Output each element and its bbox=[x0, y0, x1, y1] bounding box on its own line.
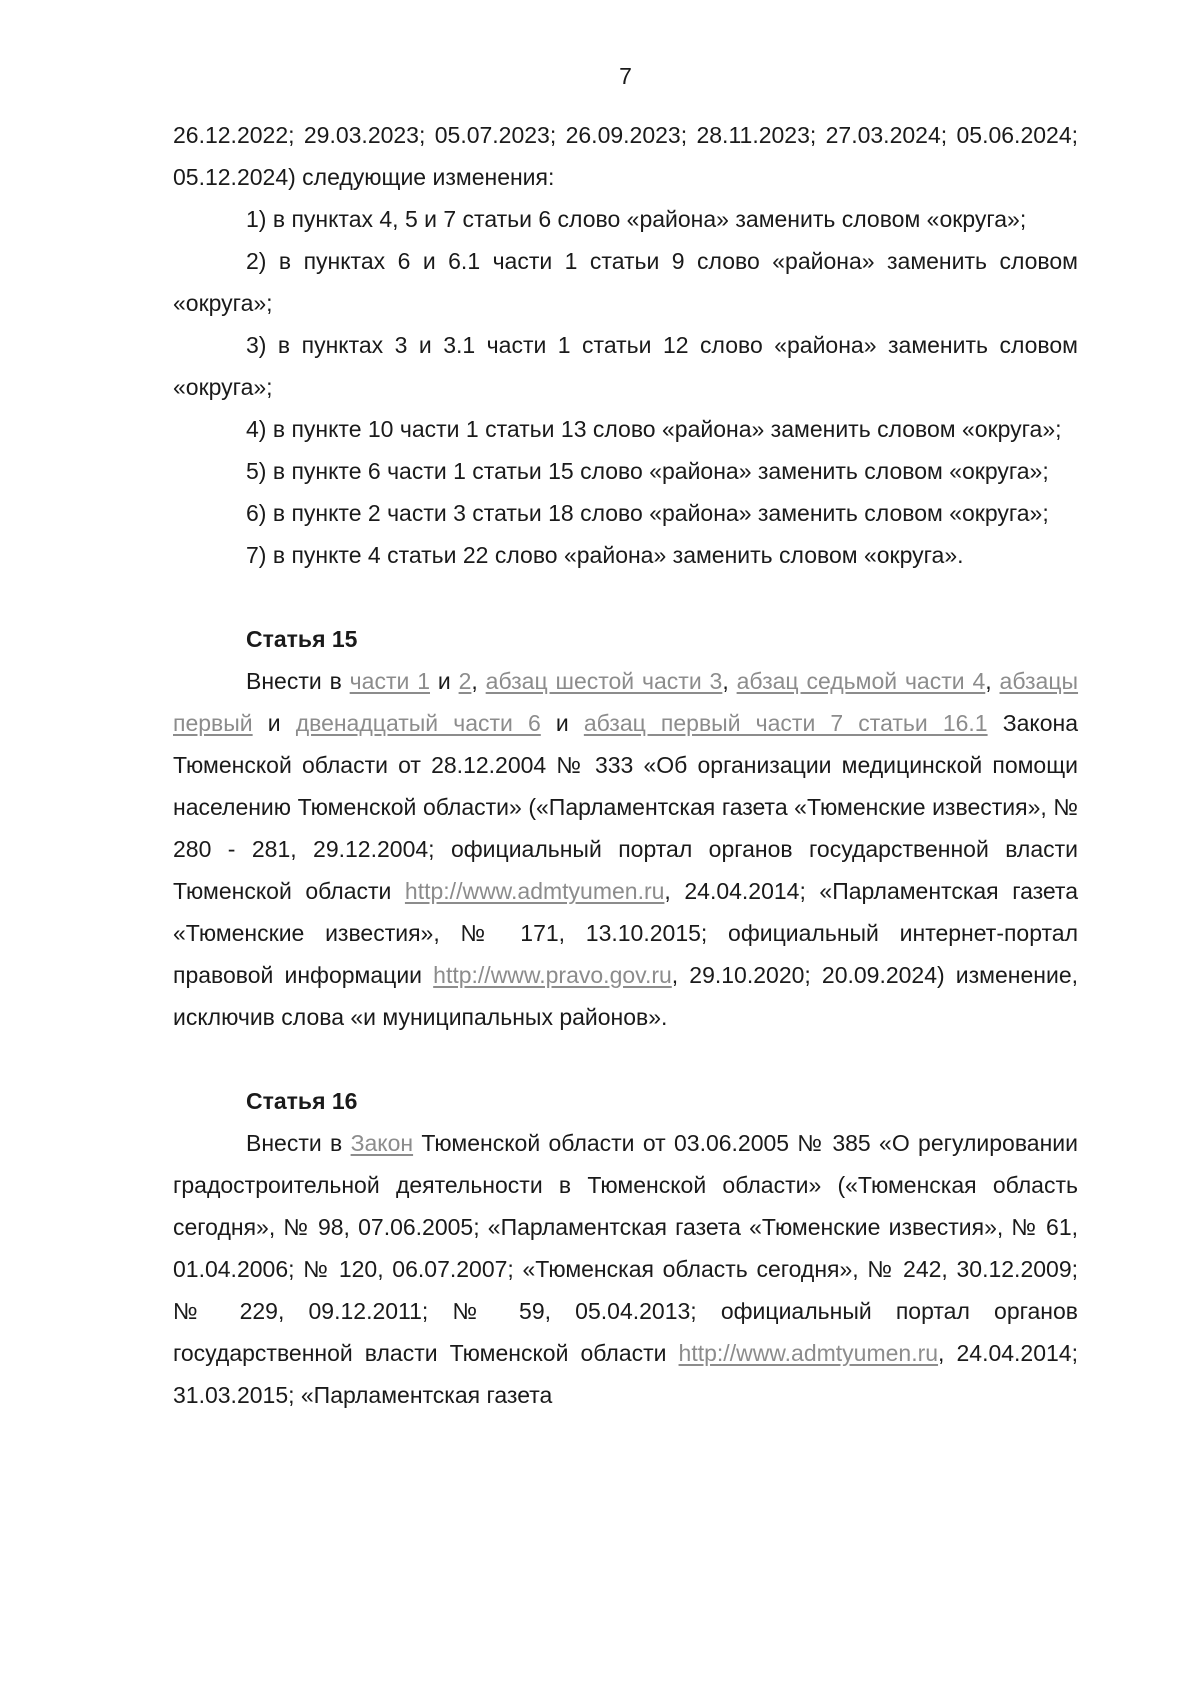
link-part-2[interactable]: 2 bbox=[458, 668, 472, 694]
document-body bbox=[173, 114, 1078, 1416]
amendment-item-1: 1) в пунктах 4, 5 и 7 статьи 6 слово «района» заменить словом «округа»; bbox=[246, 206, 1027, 232]
amendment-item-3: 3) в пунктах 3 и 3.1 части 1 статьи 12 слово «района» заменить словом «округа»; bbox=[173, 332, 1078, 400]
article-15-text-4: , bbox=[722, 668, 737, 694]
article-16-text-2: Тюменской области от 03.06.2005 № 385 «О регулировании градостроительной деятельности в Тюменской области» («Тюменская область сегодня», № 98, 07.06.2005; «Парламентская газета «Тюменские известия», № 61, 01.04.2006; № 120, 06.07.2007; «Тюменская область сегодня», № 242, 30.12.2009; № 229, 09.12.2011; № 59, 05.04.2013; официальный портал органов государственной власти Тюменской области bbox=[173, 1130, 1078, 1366]
link-zakon[interactable]: Закон bbox=[350, 1130, 414, 1156]
page-number: 7 bbox=[619, 63, 632, 89]
article-15-paragraph bbox=[173, 660, 1078, 1038]
article-15-text-6: и bbox=[252, 710, 296, 736]
article-15-text-1: Внести в bbox=[246, 668, 350, 694]
article-16-text-1: Внести в bbox=[246, 1130, 351, 1156]
article-15-heading: Статья 15 bbox=[246, 626, 358, 652]
link-admtyumen[interactable]: http://www.admtyumen.ru bbox=[404, 878, 665, 904]
article-16-text-3: , 24.04.2014; 31.03.2015; «Парламентская газета bbox=[173, 1340, 1078, 1408]
article-15-text-7: и bbox=[540, 710, 584, 736]
link-paragraphs-first[interactable]: абзацы первый bbox=[173, 668, 1079, 736]
link-paragraph-6-part-3[interactable]: абзац шестой части 3 bbox=[485, 668, 723, 694]
article-15-text-5: , bbox=[985, 668, 1000, 694]
section-spacer bbox=[173, 1038, 1078, 1080]
continuation-paragraph: 26.12.2022; 29.03.2023; 05.07.2023; 26.09.2023; 28.11.2023; 27.03.2024; 05.06.2024; 05.12.2024) следующие изменения: bbox=[173, 122, 1078, 190]
amendment-item-4: 4) в пункте 10 части 1 статьи 13 слово «района» заменить словом «округа»; bbox=[246, 416, 1062, 442]
link-paragraph-7-part-4[interactable]: абзац седьмой части 4 bbox=[736, 668, 986, 694]
article-16-heading: Статья 16 bbox=[246, 1088, 358, 1114]
article-15-text-9: , 24.04.2014; «Парламентская газета «Тюменские известия», № 171, 13.10.2015; официальный интернет-портал правовой информации bbox=[173, 878, 1078, 988]
link-admtyumen-2[interactable]: http://www.admtyumen.ru bbox=[678, 1340, 939, 1366]
section-spacer bbox=[173, 576, 1078, 618]
article-15-text-8: Закона Тюменской области от 28.12.2004 № 333 «Об организации медицинской помощи населению Тюменской области» («Парламентская газета «Тюменские известия», № 280 - 281, 29.12.2004; официальный портал органов государственной власти Тюменской области bbox=[173, 710, 1078, 904]
amendment-item-7: 7) в пункте 4 статьи 22 слово «района» заменить словом «округа». bbox=[246, 542, 964, 568]
article-15-text-3: , bbox=[471, 668, 486, 694]
link-paragraph-12-part-6[interactable]: двенадцатый части 6 bbox=[295, 710, 541, 736]
link-paragraph-1-part-7-article-16-1[interactable]: абзац первый части 7 статьи 16.1 bbox=[583, 710, 988, 736]
article-15-text-10: , 29.10.2020; 20.09.2024) изменение, исключив слова «и муниципальных районов». bbox=[173, 962, 1079, 1030]
link-chasti-1[interactable]: части 1 bbox=[349, 668, 430, 694]
article-15-text-2: и bbox=[430, 668, 459, 694]
amendment-item-2: 2) в пунктах 6 и 6.1 части 1 статьи 9 слово «района» заменить словом «округа»; bbox=[173, 248, 1078, 316]
link-pravo-gov[interactable]: http://www.pravo.gov.ru bbox=[433, 962, 672, 988]
amendment-item-6: 6) в пункте 2 части 3 статьи 18 слово «района» заменить словом «округа»; bbox=[246, 500, 1049, 526]
article-16-paragraph bbox=[173, 1122, 1078, 1416]
amendment-item-5: 5) в пункте 6 части 1 статьи 15 слово «района» заменить словом «округа»; bbox=[246, 458, 1049, 484]
